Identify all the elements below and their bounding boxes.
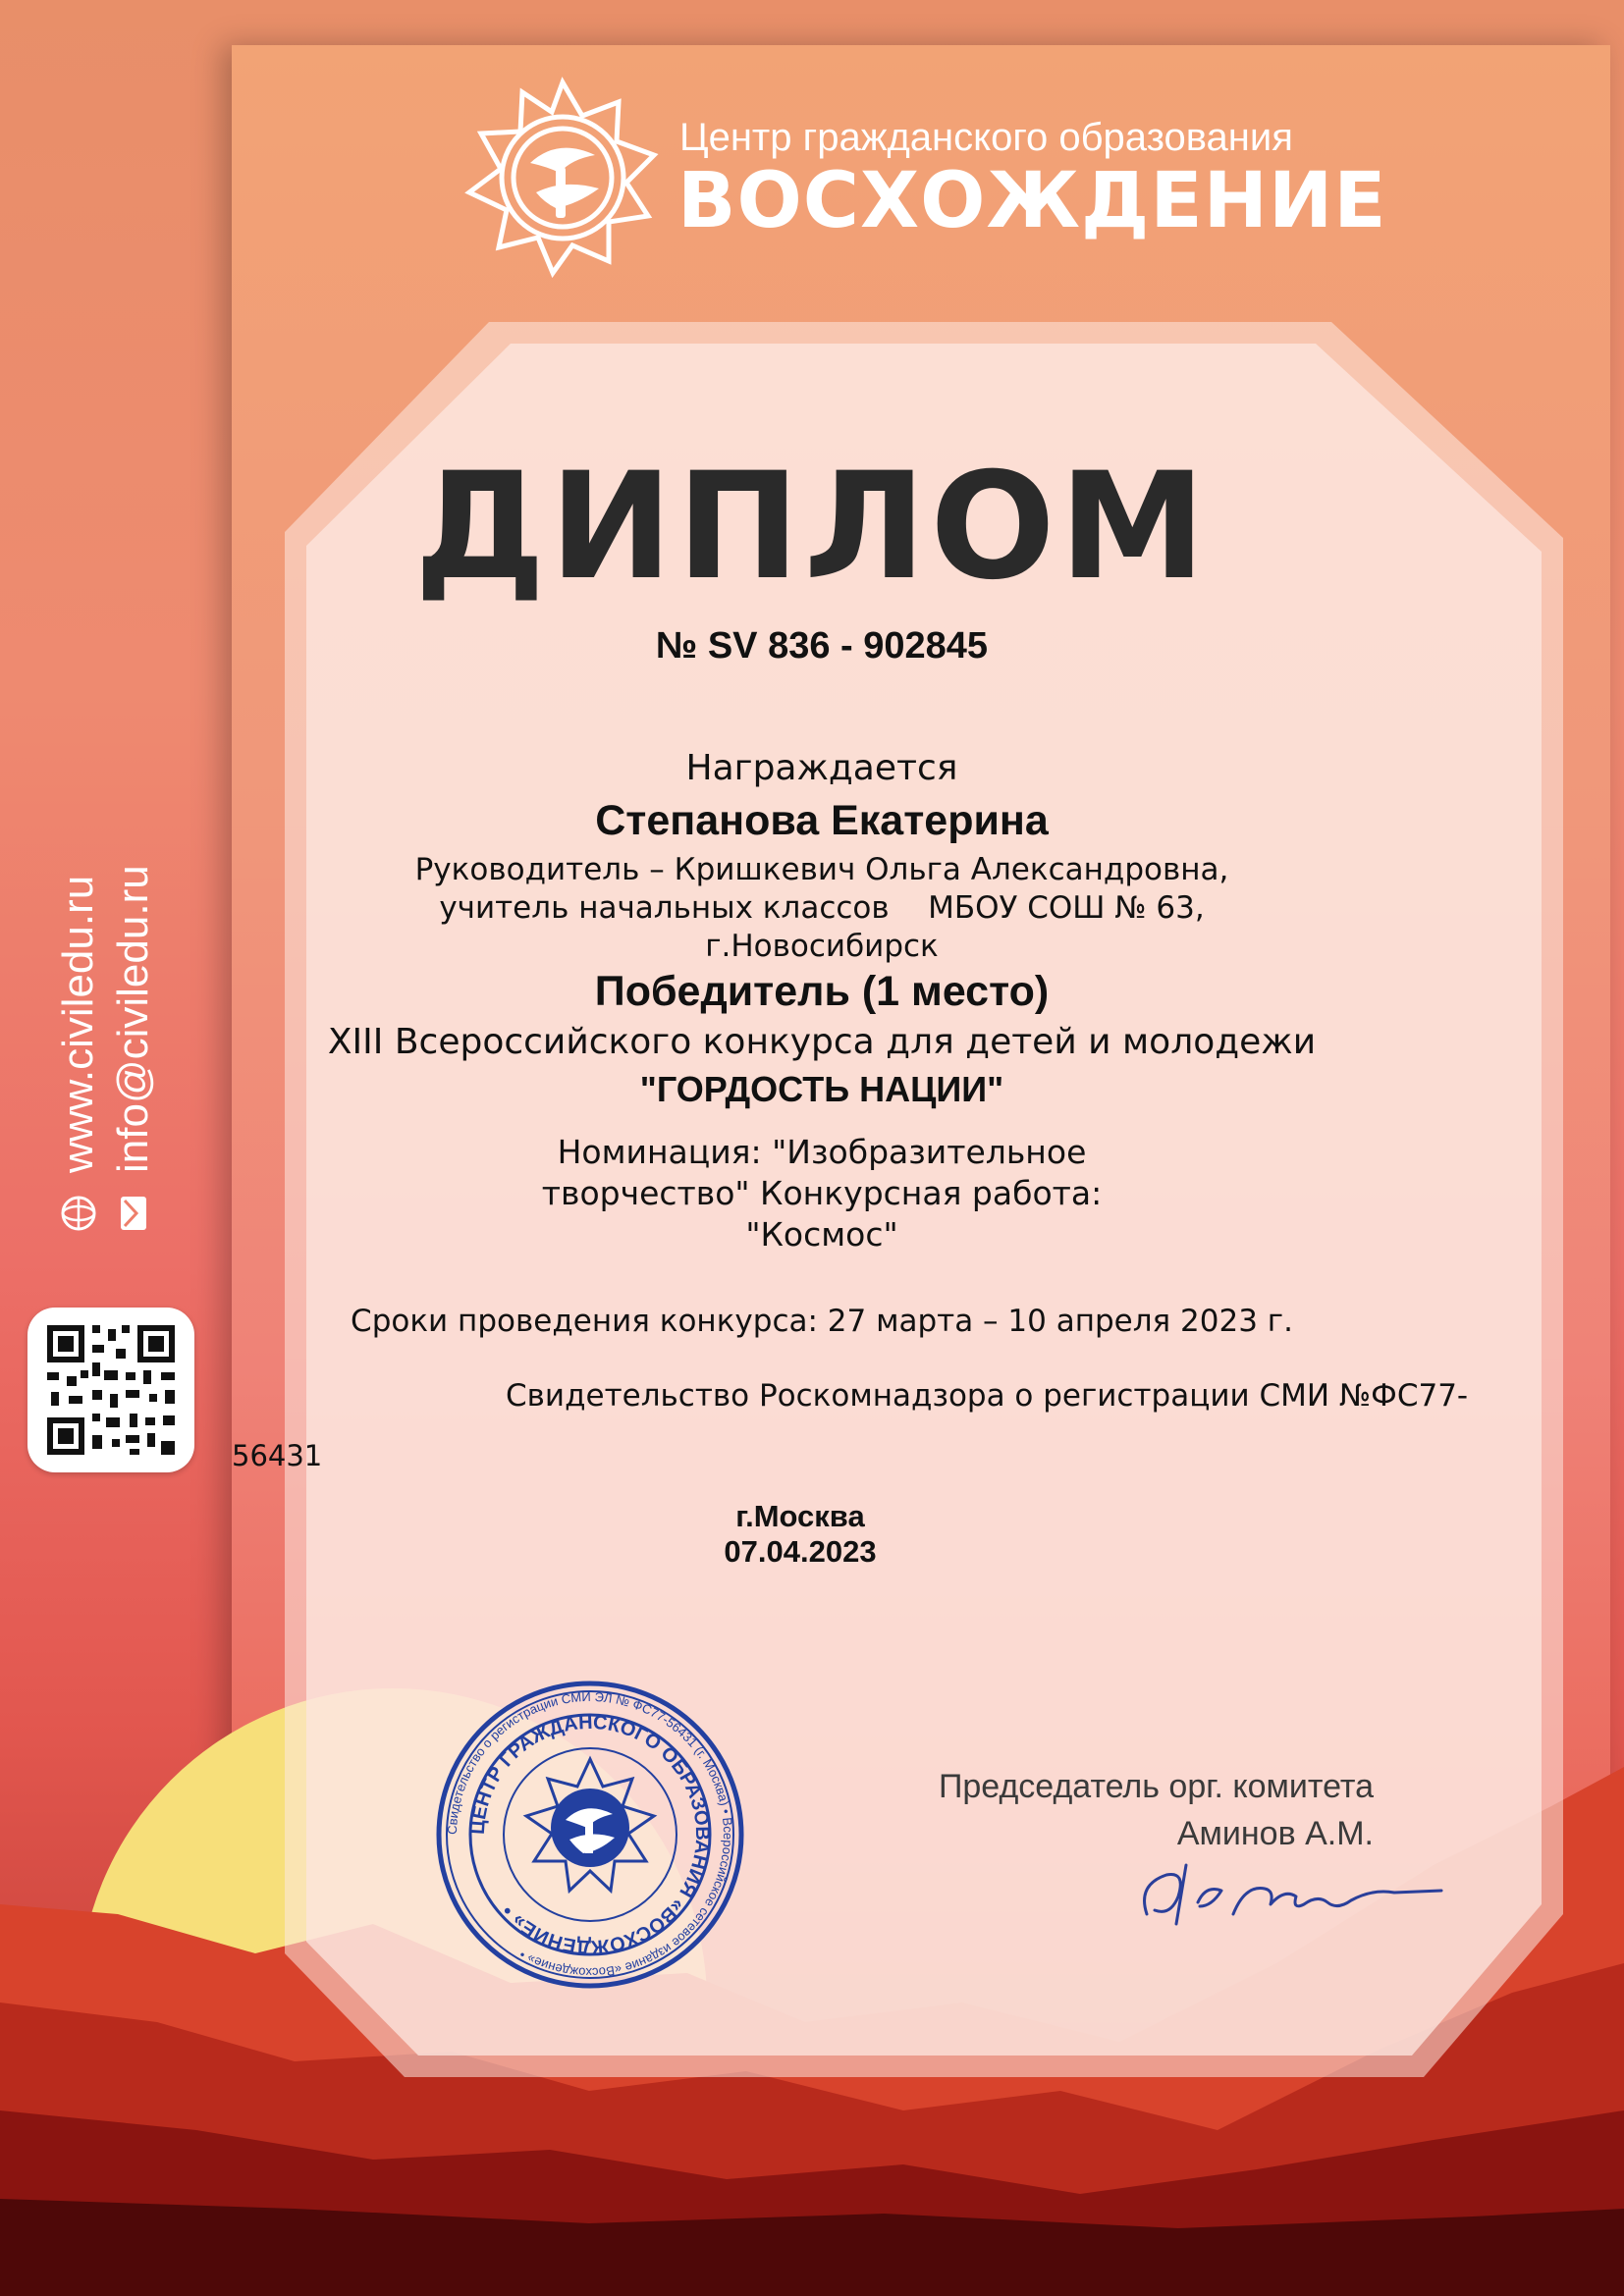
leader-line-1: Руководитель – Кришкевич Ольга Александровна,: [414, 852, 1229, 887]
website-link[interactable]: www.civiledu.ru: [54, 875, 102, 1173]
chairman-block: [939, 1763, 1374, 1857]
registration-line-2: 56431: [232, 1439, 323, 1472]
issue-date: 07.04.2023: [724, 1534, 877, 1569]
nomination-line-2: творчество" Конкурсная работа:: [541, 1174, 1103, 1212]
official-stamp: [436, 1681, 744, 1989]
signature: [1127, 1845, 1451, 1934]
sun-emblem-icon: [461, 77, 664, 279]
logo-name: ВОСХОЖДЕНИЕ: [677, 157, 1387, 245]
stamp-outer-text: Свидетельство о регистрации СМИ ЭЛ № ФС77-56431 (г. Москва) • Всероссийское сетевое издание «Восхождение» •: [444, 1688, 736, 1981]
recipient-name: Степанова Екатерина: [595, 797, 1049, 844]
nomination-line-3: "Космос": [745, 1215, 898, 1254]
awarded-label: Награждается: [685, 748, 958, 788]
diploma-title: ДИПЛОМ: [413, 442, 1211, 613]
contest-name: "ГОРДОСТЬ НАЦИИ": [639, 1069, 1004, 1109]
leader-line-3: г.Новосибирск: [705, 929, 939, 964]
logo-subtitle: Центр гражданского образования: [679, 116, 1293, 159]
registration-line-1: Свидетельство Роскомнадзора о регистрации СМИ №ФС77-: [506, 1378, 1469, 1414]
leader-line-2: учитель начальных классов МБОУ СОШ № 63,: [439, 890, 1205, 926]
diploma-number: № SV 836 - 902845: [655, 625, 989, 667]
stamp-inner-text: ЦЕНТР ГРАЖДАНСКОГО ОБРАЗОВАНИЯ «ВОСХОЖДЕНИЕ» •: [466, 1711, 714, 1958]
contest-description: XIII Всероссийского конкурса для детей и молодежи: [327, 1022, 1317, 1062]
email-link[interactable]: info@civiledu.ru: [109, 865, 157, 1173]
chairman-name: Аминов А.М.: [1176, 1815, 1374, 1852]
stamp-emblem-icon: [526, 1759, 654, 1891]
nomination-line-1: Номинация: "Изобразительное: [557, 1133, 1087, 1171]
contest-dates: Сроки проведения конкурса: 27 марта – 10 апреля 2023 г.: [351, 1304, 1293, 1339]
chairman-title: Председатель орг. комитета: [938, 1768, 1374, 1805]
award-place: Победитель (1 место): [594, 968, 1050, 1015]
organization-logo: [461, 77, 1387, 279]
issue-city: г.Москва: [735, 1499, 865, 1533]
